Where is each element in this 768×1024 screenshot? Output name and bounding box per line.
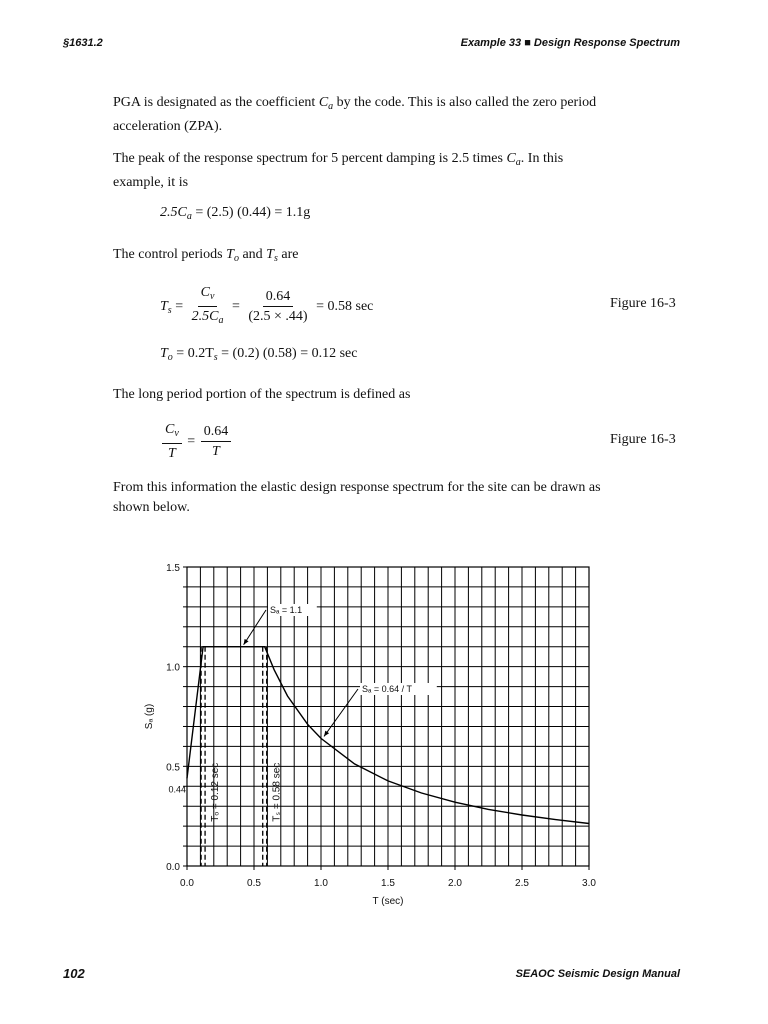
figure-reference: Figure 16-3: [610, 296, 676, 311]
running-header-section: §1631.2: [63, 37, 103, 49]
fraction: $\frac{0.64}{T}$: [201, 424, 232, 460]
coefficient-symbol: $C_a$: [318, 95, 334, 112]
chart-grid: [187, 567, 589, 866]
annotation-label: Sₐ = 0.64 / T: [362, 684, 412, 694]
y-tick-label: 0.0: [166, 862, 180, 873]
equation-ts: $T_s$ = $\frac{C_v}{2.5C_a}$ = $\frac{0.64}{(2.5 \times .44)}$ = 0.58 sec: [160, 285, 373, 329]
x-tick-label: 0.0: [180, 878, 194, 889]
annotation-label: Sₐ = 1.1: [270, 605, 303, 615]
fraction: $\frac{C_v}{T}$: [162, 422, 182, 462]
x-tick-label: 2.0: [448, 878, 462, 889]
y-axis-title: Sₐ (g): [144, 703, 155, 730]
equation-long-period: $\frac{C_v}{T}$ = $\frac{0.64}{T}$: [160, 422, 233, 462]
paragraph-text: The peak of the response spectrum for 5 percent damping is 2.5 times: [113, 151, 503, 166]
annotation-leader-line: [324, 689, 358, 736]
fraction: $\frac{0.64}{(2.5 \times .44)}$: [248, 289, 308, 324]
reference-line-label: Tₒ = 0.12 sec: [210, 762, 222, 822]
annotation-leader-line: [244, 610, 266, 645]
annotation-arrowhead: [244, 639, 249, 645]
x-tick-label: 1.5: [381, 878, 395, 889]
period-symbol: $T_s$: [266, 247, 278, 264]
fraction: $\frac{C_v}{2.5C_a}$: [191, 285, 224, 326]
y-tick-label: 0.5: [166, 762, 180, 774]
equation-peak: $2.5C_a = (2.5) (0.44) = 1.1g$: [160, 205, 311, 222]
reference-line-label: Tₛ = 0.58 sec: [271, 762, 283, 822]
paragraph-conclusion: From this information the elastic design response spectrum for the site can be drawn as shown below.: [113, 480, 601, 515]
running-header-title: Example 33 ■ Design Response Spectrum: [460, 37, 680, 49]
x-tick-label: 1.0: [314, 878, 328, 889]
x-tick-label: 2.5: [515, 878, 529, 889]
x-tick-label: 0.5: [247, 878, 261, 889]
page-number: 102: [63, 966, 85, 981]
chart-axes: [183, 567, 589, 870]
coefficient-symbol: $C_a$: [506, 151, 521, 168]
chart-annotations: [244, 604, 437, 736]
period-symbol: $T_o$: [226, 247, 239, 264]
annotation-arrowhead: [324, 731, 329, 737]
y-tick-label: 1.5: [166, 563, 180, 574]
x-axis-title: T (sec): [372, 896, 404, 907]
paragraph-text: by the code. This is also called the zero period acceleration (ZPA).: [113, 95, 597, 134]
x-tick-label: 3.0: [582, 878, 596, 889]
paragraph-text: PGA is designated as the coefficient: [113, 95, 316, 110]
running-footer-title: SEAOC Seismic Design Manual: [515, 968, 680, 980]
figure-reference: Figure 16-3: [610, 432, 676, 447]
paragraph-long-period: The long period portion of the spectrum is defined as: [113, 387, 411, 402]
paragraph-text: The control periods: [113, 247, 223, 262]
y-tick-label: 1.0: [166, 662, 180, 674]
y-value-label: 0.44: [168, 784, 186, 795]
equation-to: $T_o = 0.2T_s = (0.2) (0.58) = 0.12$ sec: [160, 346, 358, 363]
paragraph-text: . In this example, it is: [113, 151, 564, 190]
paragraph-control-periods: The control periods $T_o$ and $T_s$ are: [113, 247, 299, 264]
